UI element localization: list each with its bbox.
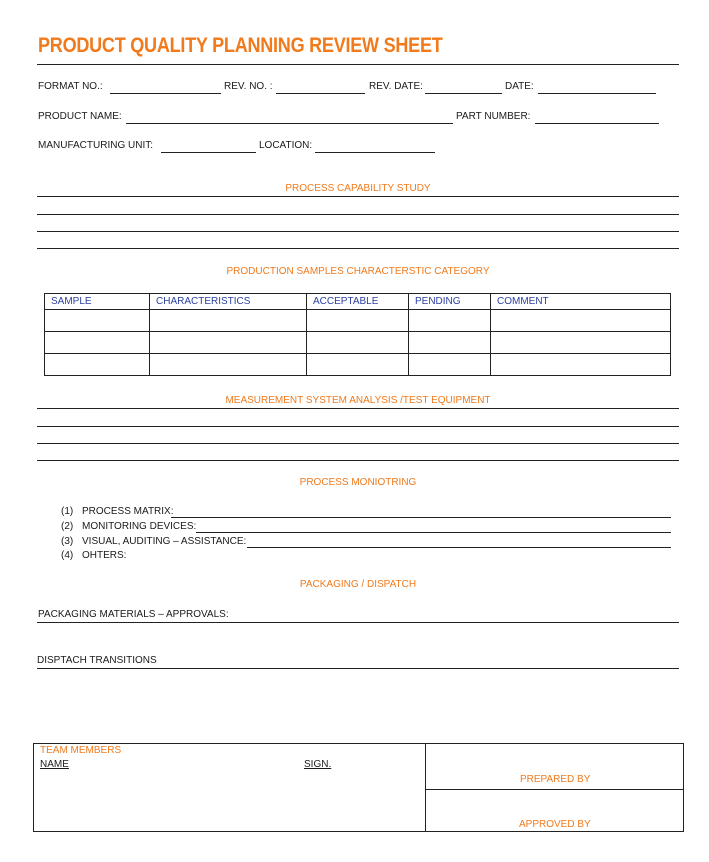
monitoring-label-1: PROCESS MATRIX: bbox=[82, 506, 174, 517]
dispatch-transitions-line[interactable] bbox=[37, 668, 679, 669]
measurement-line-3[interactable] bbox=[37, 443, 679, 444]
table-header-row bbox=[45, 294, 671, 310]
capability-line-3[interactable] bbox=[37, 231, 679, 232]
table-cell[interactable] bbox=[150, 354, 307, 376]
monitoring-num-4: (4) bbox=[61, 550, 74, 561]
product-name-field[interactable] bbox=[126, 123, 453, 124]
approved-by-label: APPROVED BY bbox=[519, 819, 591, 830]
rev-date-field[interactable] bbox=[425, 93, 502, 94]
table-cell[interactable] bbox=[409, 332, 491, 354]
prepared-by-label: PREPARED BY bbox=[520, 774, 591, 785]
monitoring-num-2: (2) bbox=[61, 521, 74, 532]
footer-horizontal-divider bbox=[425, 789, 683, 790]
title-divider bbox=[37, 64, 679, 65]
col-comment: COMMENT bbox=[491, 294, 671, 310]
section-packaging: PACKAGING / DISPATCH bbox=[299, 579, 417, 590]
rev-no-label: REV. NO. : bbox=[224, 81, 273, 92]
process-matrix-field[interactable] bbox=[171, 517, 671, 518]
team-members-label: TEAM MEMBERS bbox=[40, 745, 122, 756]
product-name-label: PRODUCT NAME: bbox=[38, 111, 122, 122]
part-number-label: PART NUMBER: bbox=[456, 111, 531, 122]
measurement-line-2[interactable] bbox=[37, 426, 679, 427]
format-no-label: FORMAT NO.: bbox=[38, 81, 103, 92]
table-cell[interactable] bbox=[491, 354, 671, 376]
monitoring-devices-field[interactable] bbox=[196, 532, 671, 533]
col-acceptable: ACCEPTABLE bbox=[307, 294, 409, 310]
table-cell[interactable] bbox=[409, 310, 491, 332]
monitoring-num-3: (3) bbox=[61, 536, 74, 547]
part-number-field[interactable] bbox=[535, 123, 659, 124]
measurement-line-1[interactable] bbox=[37, 408, 679, 409]
format-no-field[interactable] bbox=[110, 93, 221, 94]
monitoring-num-1: (1) bbox=[61, 506, 74, 517]
table-row bbox=[45, 310, 671, 332]
packaging-materials-label: PACKAGING MATERIALS – APPROVALS: bbox=[38, 609, 229, 620]
table-cell[interactable] bbox=[307, 332, 409, 354]
section-measurement: MEASUREMENT SYSTEM ANALYSIS /TEST EQUIPMENT bbox=[225, 395, 491, 406]
col-pending: PENDING bbox=[409, 294, 491, 310]
table-cell[interactable] bbox=[45, 332, 150, 354]
monitoring-label-4: OHTERS: bbox=[82, 550, 127, 561]
manufacturing-unit-field[interactable] bbox=[161, 152, 256, 153]
table-cell[interactable] bbox=[491, 332, 671, 354]
capability-line-2[interactable] bbox=[37, 214, 679, 215]
measurement-line-4[interactable] bbox=[37, 460, 679, 461]
capability-line-4[interactable] bbox=[37, 248, 679, 249]
page-title: PRODUCT QUALITY PLANNING REVIEW SHEET bbox=[38, 34, 443, 57]
capability-line-1[interactable] bbox=[37, 196, 679, 197]
table-cell[interactable] bbox=[307, 354, 409, 376]
packaging-materials-line[interactable] bbox=[37, 622, 679, 623]
rev-no-field[interactable] bbox=[276, 93, 365, 94]
table-cell[interactable] bbox=[45, 310, 150, 332]
table-cell[interactable] bbox=[491, 310, 671, 332]
section-production-samples: PRODUCTION SAMPLES CHARACTERSTIC CATEGORY bbox=[226, 266, 490, 277]
monitoring-label-3: VISUAL, AUDITING – ASSISTANCE: bbox=[82, 536, 247, 547]
col-sample: SAMPLE bbox=[45, 294, 150, 310]
table-row bbox=[45, 354, 671, 376]
sign-label: SIGN. bbox=[304, 759, 332, 770]
dispatch-transitions-label: DISPTACH TRANSITIONS bbox=[37, 655, 157, 666]
col-characteristics: CHARACTERISTICS bbox=[150, 294, 307, 310]
name-label: NAME bbox=[40, 759, 69, 770]
samples-table bbox=[44, 293, 671, 376]
section-process-capability: PROCESS CAPABILITY STUDY bbox=[285, 183, 431, 194]
table-cell[interactable] bbox=[307, 310, 409, 332]
section-process-monitoring: PROCESS MONIOTRING bbox=[299, 477, 417, 488]
table-cell[interactable] bbox=[150, 310, 307, 332]
location-field[interactable] bbox=[315, 152, 435, 153]
rev-date-label: REV. DATE: bbox=[369, 81, 423, 92]
monitoring-label-2: MONITORING DEVICES: bbox=[82, 521, 197, 532]
location-label: LOCATION: bbox=[259, 140, 313, 151]
table-row bbox=[45, 332, 671, 354]
table-cell[interactable] bbox=[150, 332, 307, 354]
table-cell[interactable] bbox=[45, 354, 150, 376]
visual-auditing-field[interactable] bbox=[247, 547, 671, 548]
table-cell[interactable] bbox=[409, 354, 491, 376]
manufacturing-unit-label: MANUFACTURING UNIT: bbox=[38, 140, 153, 151]
footer-vertical-divider bbox=[425, 744, 426, 831]
signoff-box bbox=[33, 743, 684, 832]
date-field[interactable] bbox=[538, 93, 656, 94]
date-label: DATE: bbox=[505, 81, 534, 92]
